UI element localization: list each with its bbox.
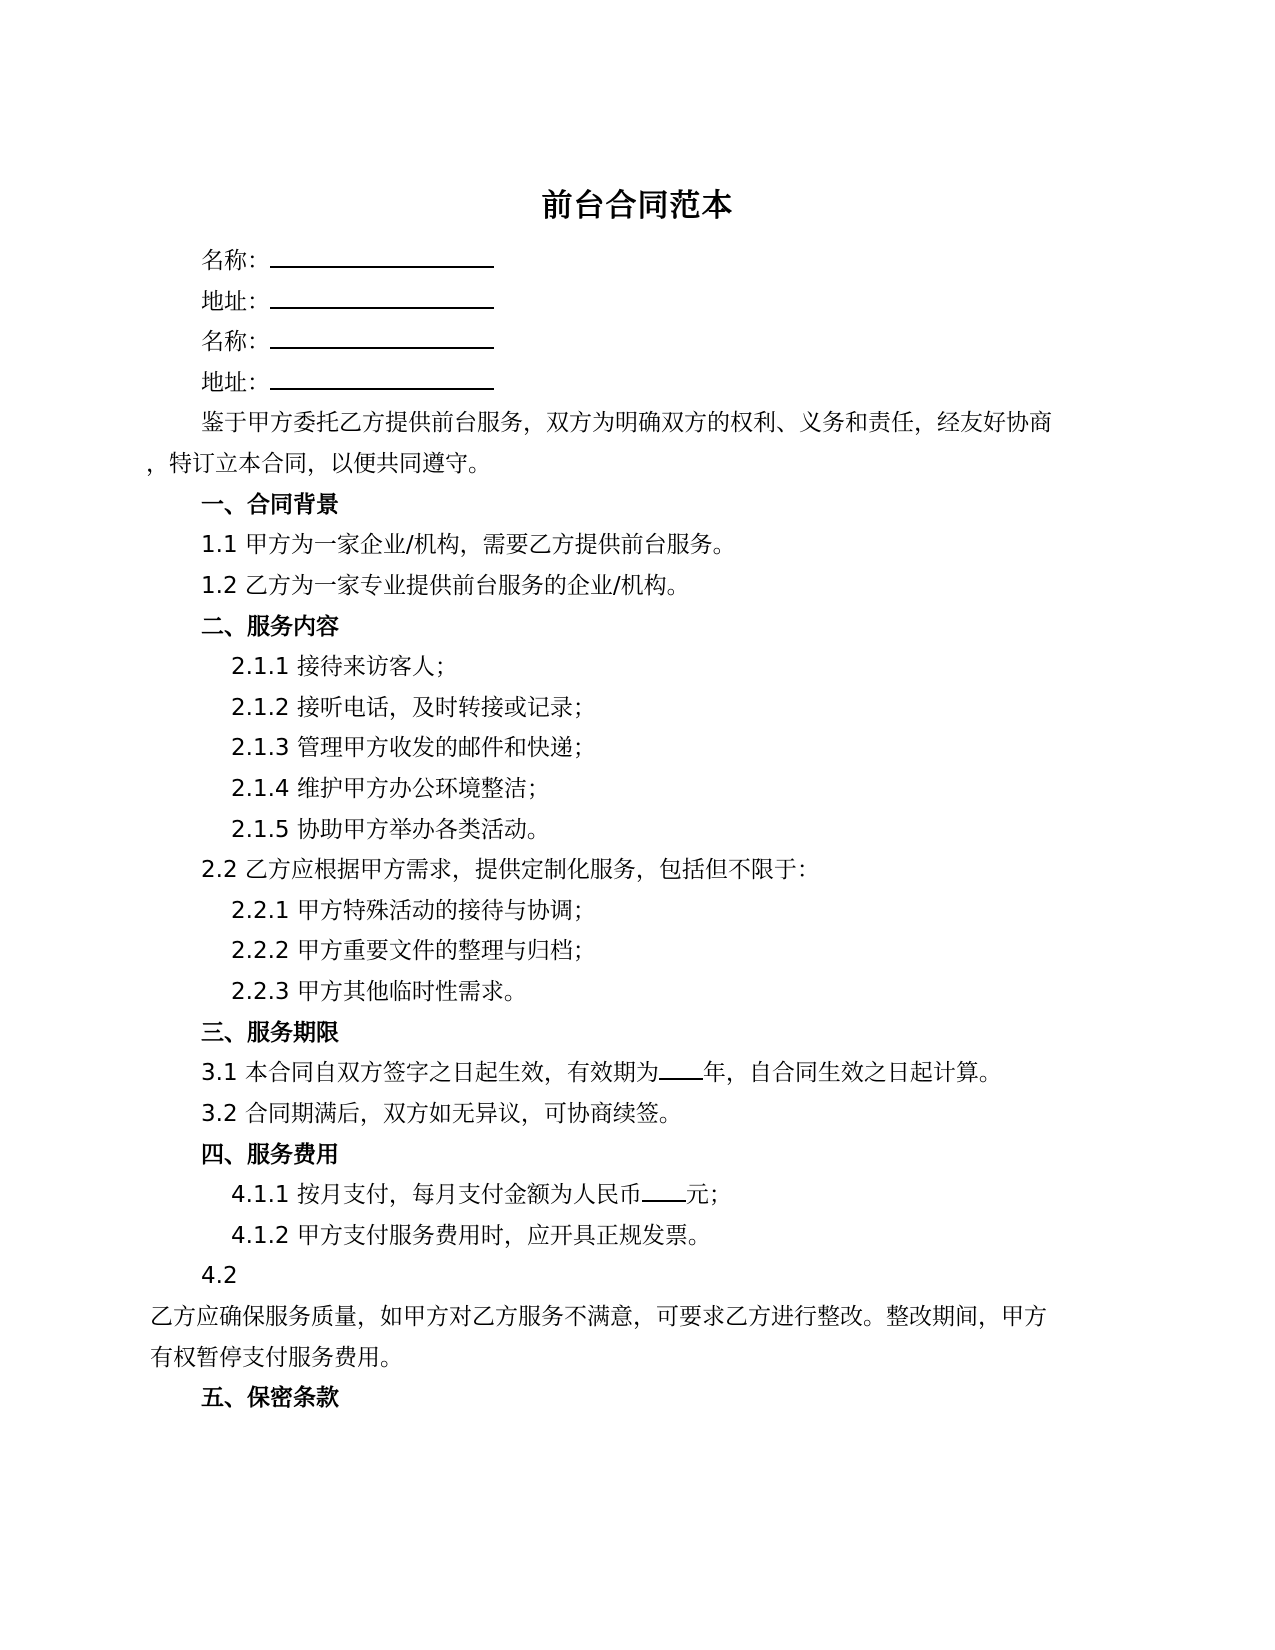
party-field-address-2 (201, 363, 494, 403)
document-title: 前台合同范本 (541, 188, 734, 224)
blank-line[interactable] (270, 323, 494, 349)
party-field-name-2 (201, 322, 494, 362)
section-heading-2: 二、服务内容 (201, 614, 339, 640)
clause-2-1-2: 2.1.2 接听电话，及时转接或记录； (231, 695, 596, 721)
clause-4-2-line-1: 乙方应确保服务质量，如甲方对乙方服务不满意，可要求乙方进行整改。整改期间，甲方 (150, 1304, 1047, 1330)
clause-4-1-1 (231, 1175, 732, 1215)
field-label: 地址： (201, 289, 270, 315)
section-heading-4: 四、服务费用 (201, 1142, 339, 1168)
preamble-line-2: ，特订立本合同，以便共同遵守。 (146, 451, 491, 477)
party-field-name-1 (201, 241, 494, 281)
blank-line[interactable] (270, 283, 494, 309)
party-field-address-1 (201, 282, 494, 322)
field-label: 名称： (201, 329, 270, 355)
clause-2-2-1: 2.2.1 甲方特殊活动的接待与协调； (231, 898, 596, 924)
field-label: 名称： (201, 248, 270, 274)
clause-4-2-number: 4.2 (201, 1263, 238, 1289)
clause-4-1-2: 4.1.2 甲方支付服务费用时，应开具正规发票。 (231, 1223, 711, 1249)
clause-2-1-4: 2.1.4 维护甲方办公环境整洁； (231, 776, 550, 802)
section-heading-3: 三、服务期限 (201, 1020, 339, 1046)
clause-text: 元； (685, 1182, 732, 1208)
clause-3-2: 3.2 合同期满后，双方如无异议，可协商续签。 (201, 1101, 682, 1127)
clause-2-1-5: 2.1.5 协助甲方举办各类活动。 (231, 817, 550, 843)
section-heading-1: 一、合同背景 (201, 492, 339, 518)
section-heading-5: 五、保密条款 (201, 1385, 339, 1411)
blank-years[interactable] (659, 1054, 703, 1080)
clause-4-2-line-2: 有权暂停支付服务费用。 (150, 1345, 403, 1371)
clause-1-1: 1.1 甲方为一家企业/机构，需要乙方提供前台服务。 (201, 532, 736, 558)
clause-1-2: 1.2 乙方为一家专业提供前台服务的企业/机构。 (201, 573, 690, 599)
clause-text: 年，自合同生效之日起计算。 (702, 1060, 1002, 1086)
clause-2-2-3: 2.2.3 甲方其他临时性需求。 (231, 979, 527, 1005)
blank-line[interactable] (270, 242, 494, 268)
clause-2-2-2: 2.2.2 甲方重要文件的整理与归档； (231, 938, 596, 964)
clause-2-1-1: 2.1.1 接待来访客人； (231, 654, 458, 680)
clause-text: 4.1.1 按月支付，每月支付金额为人民币 (231, 1182, 642, 1208)
clause-2-1-3: 2.1.3 管理甲方收发的邮件和快递； (231, 735, 596, 761)
blank-line[interactable] (270, 364, 494, 390)
blank-amount[interactable] (642, 1176, 686, 1202)
clause-3-1 (201, 1053, 1002, 1093)
clause-text: 3.1 本合同自双方签字之日起生效，有效期为 (201, 1060, 659, 1086)
field-label: 地址： (201, 370, 270, 396)
clause-2-2: 2.2 乙方应根据甲方需求，提供定制化服务，包括但不限于： (201, 857, 820, 883)
preamble-line-1: 鉴于甲方委托乙方提供前台服务，双方为明确双方的权利、义务和责任，经友好协商 (201, 410, 1052, 436)
